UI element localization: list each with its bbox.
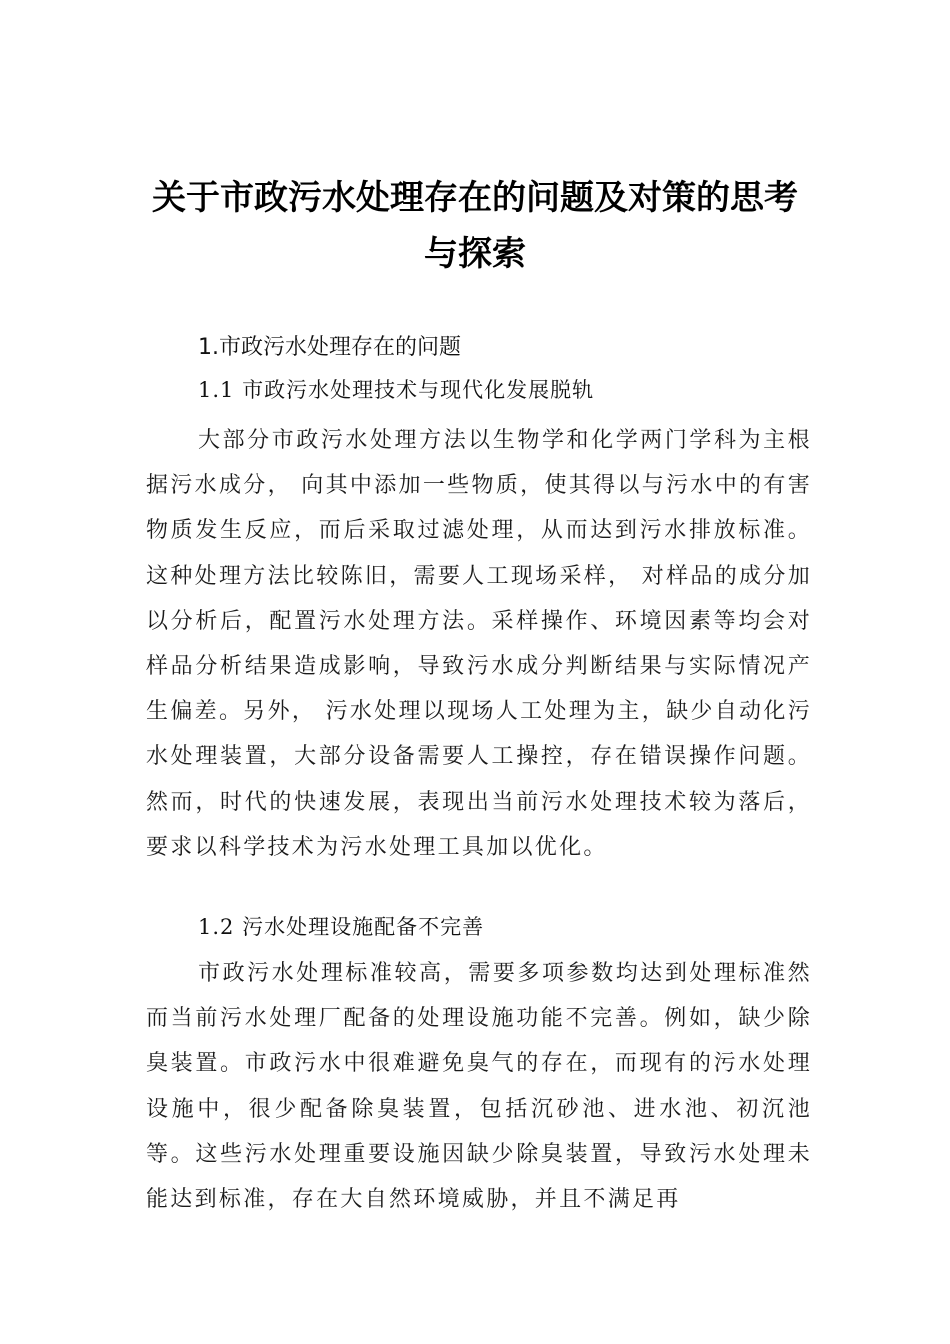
- document-title: 关于市政污水处理存在的问题及对策的思考与探索: [152, 178, 798, 274]
- paragraph-1: 大部分市政污水处理方法以生物学和化学两门学科为主根据污水成分， 向其中添加一些物质，使其得以与污水中的有害物质发生反应，而后采取过滤处理，从而达到污水排放标准。这种处理方法比较陈旧，需要人工现场采样， 对样品的成分加以分析后，配置污水处理方法。采样操作、环境因素等均会对样品分析结果造成影响，导致污水成分判断结果与实际情况产生偏差。另外， 污水处理以现场人工处理为主，缺少自动化污水处理装置，大部分设备需要人工操控，存在错误操作问题。然而，时代的快速发展，表现出当前污水处理技术较为落后，要求以科学技术为污水处理工具加以优化。: [146, 428, 812, 860]
- section-heading-1: 1.市政污水处理存在的问题: [198, 335, 461, 360]
- subsection-heading-1-2: 1.2 污水处理设施配备不完善: [198, 915, 485, 939]
- subsection-heading-1-1: 1.1 市政污水处理技术与现代化发展脱轨: [198, 378, 595, 402]
- paragraph-2: 市政污水处理标准较高，需要多项参数均达到处理标准然而当前污水处理厂配备的处理设施功能不完善。例如，缺少除臭装置。市政污水中很难避免臭气的存在，而现有的污水处理设施中，很少配备除臭装置，包括沉砂池、进水池、初沉池等。这些污水处理重要设施因缺少除臭装置，导致污水处理未能达到标准，存在大自然环境威胁，并且不满足再: [146, 961, 812, 1213]
